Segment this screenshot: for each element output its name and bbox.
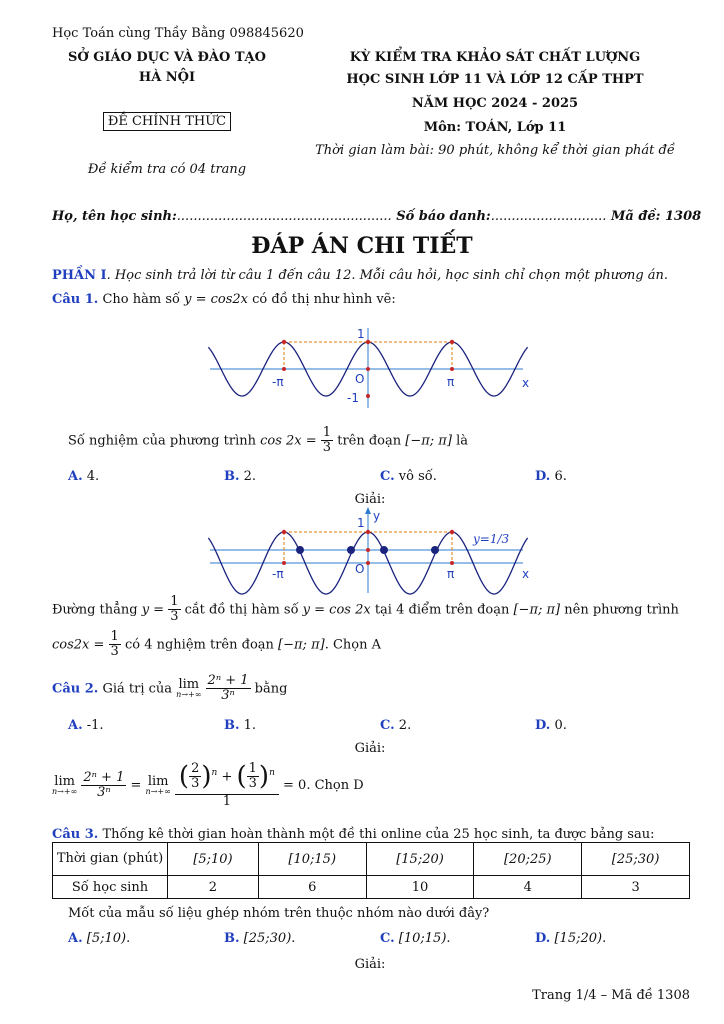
option-text: 2.	[243, 469, 257, 484]
student-name-label: Họ, tên học sinh:	[52, 209, 177, 224]
y-bot-label: -1	[347, 391, 359, 405]
lim-sub: n→+∞	[145, 786, 171, 796]
q3-option-c[interactable]	[380, 931, 451, 946]
frac-den: 3	[322, 440, 332, 456]
exponent: n	[211, 767, 218, 778]
sbd-label: Số báo danh:	[396, 209, 491, 224]
lim-word: lim	[54, 773, 75, 789]
frac-num: 1	[248, 761, 257, 776]
option-label: B.	[224, 931, 240, 946]
big-num	[175, 762, 279, 795]
lim-word: lim	[147, 773, 169, 789]
q2-option-b[interactable]	[224, 718, 256, 733]
max-point	[366, 530, 370, 534]
paren-right: )	[258, 761, 270, 792]
q3-ask: Mốt của mẫu số liệu ghép nhóm trên thuộc nhóm nào dưới đây?	[68, 906, 490, 921]
frac-num: 2ⁿ + 1	[83, 769, 125, 785]
sol-interval: [−π; π]	[278, 637, 325, 653]
q3-option-b[interactable]	[224, 931, 295, 946]
y-axis-label: y	[373, 509, 381, 523]
frac-den: 3ⁿ	[221, 688, 235, 704]
q1-option-b[interactable]	[224, 469, 256, 484]
option-label: C.	[380, 718, 395, 733]
q3-solution-label: Giải:	[354, 957, 386, 972]
table-cell: [15;20)	[366, 843, 474, 876]
option-label: B.	[224, 718, 240, 733]
option-text: -1.	[86, 718, 104, 733]
teacher-line: Học Toán cùng Thầy Bằng 098845620	[52, 26, 304, 41]
q1-ask-c: là	[456, 433, 468, 449]
y-arrow	[365, 507, 371, 514]
line-label: y=1/3	[473, 532, 510, 546]
option-label: D.	[535, 931, 551, 946]
x-label: x	[522, 567, 530, 581]
option-text: [5;10).	[86, 931, 131, 946]
q1-sol-line1	[52, 595, 679, 625]
sol-result: = 0	[283, 777, 307, 793]
neg-pi-label: -π	[272, 375, 284, 389]
big-den: 1	[222, 793, 232, 809]
q3-option-d[interactable]	[535, 931, 606, 946]
dept-line2: HÀ NỘI	[138, 70, 196, 85]
official-label: ĐỀ CHÍNH THỨC	[103, 112, 231, 131]
intersection-point	[347, 546, 355, 554]
frac-den: 3	[248, 776, 257, 792]
sol-choose: . Chọn D	[306, 777, 364, 793]
table-cell: [25;30)	[582, 843, 690, 876]
option-label: C.	[380, 469, 395, 484]
part1-line	[52, 268, 702, 283]
origin-point	[366, 367, 370, 371]
lim-sub: n→+∞	[52, 786, 78, 796]
plus-sign: +	[221, 769, 233, 785]
origin-label: O	[355, 562, 365, 576]
origin-point	[366, 561, 370, 565]
option-text: [15;20).	[554, 931, 607, 946]
frac-den: 3	[191, 776, 200, 792]
sol-text: cắt đồ thị hàm số	[184, 602, 299, 618]
option-label: B.	[224, 469, 240, 484]
tick-point	[282, 561, 286, 565]
time-note: Thời gian làm bài: 90 phút, không kể thời gian phát đề	[315, 143, 675, 158]
frac-den: 3	[110, 644, 119, 660]
q2-option-d[interactable]	[535, 718, 567, 733]
pages-note: Đề kiểm tra có 04 trang	[87, 162, 247, 177]
paren-left: (	[178, 761, 190, 792]
q1-interval: [−π; π]	[405, 433, 452, 449]
tick-point	[450, 561, 454, 565]
q1-fraction	[321, 426, 333, 456]
table-cell: 3	[582, 876, 690, 899]
frac-num: 1	[170, 594, 179, 609]
q2-stem	[52, 674, 287, 704]
sol-choose: . Chọn A	[324, 637, 381, 653]
max-point	[282, 340, 286, 344]
table-cell: 2	[168, 876, 259, 899]
option-text: 0.	[554, 718, 567, 733]
q1-label: Câu 1.	[52, 292, 99, 307]
sol-interval: [−π; π]	[513, 602, 561, 618]
intersection-point	[431, 546, 439, 554]
y-intercept-point	[366, 548, 370, 552]
table-header-cell: Thời gian (phút)	[53, 843, 168, 876]
frac-den: 3ⁿ	[97, 784, 111, 800]
x-label: x	[522, 376, 530, 390]
paren-left: (	[236, 761, 247, 792]
q3-text: Thống kê thời gian hoàn thành một đề thi online của 25 học sinh, ta được bảng sau:	[102, 827, 655, 842]
student-name-dots: ....................................................	[176, 209, 392, 224]
y-top-label: 1	[357, 327, 365, 341]
inner-frac	[189, 762, 201, 792]
option-text: [10;15).	[398, 931, 451, 946]
q1-text-b: có đồ thị như hình vẽ:	[252, 292, 396, 307]
q1-question	[68, 426, 468, 456]
option-text: 1.	[243, 718, 257, 733]
sol-text: có 4 nghiệm trên đoạn	[124, 637, 274, 653]
option-text: 4.	[86, 469, 100, 484]
intersection-point	[296, 546, 304, 554]
frac-num: 1	[110, 629, 119, 644]
exponent: n	[269, 767, 275, 778]
dept-line1: SỞ GIÁO DỤC VÀ ĐÀO TẠO	[68, 50, 266, 65]
sol-text: tại 4 điểm trên đoạn	[374, 602, 510, 618]
sol-eq: cos2x =	[52, 637, 105, 653]
q2-label: Câu 2.	[52, 681, 99, 697]
q1-option-d[interactable]	[535, 469, 567, 484]
frac-num: 2ⁿ + 1	[207, 673, 249, 688]
tick-point	[282, 367, 286, 371]
q2-solution-label: Giải:	[354, 741, 386, 756]
table-cell: [10;15)	[258, 843, 366, 876]
q1-ask-a: Số nghiệm của phương trình	[68, 433, 256, 449]
option-label: D.	[535, 469, 551, 484]
sol-fraction	[109, 630, 121, 660]
option-text: 2.	[398, 718, 412, 733]
max-point	[450, 340, 454, 344]
q1-solution-label: Giải:	[354, 492, 386, 507]
exam-code: Mã đề: 1308	[610, 209, 702, 224]
q3-option-a[interactable]	[68, 931, 130, 946]
q1-func: y = cos2x	[184, 292, 248, 307]
q1-text-a: Cho hàm số	[102, 292, 180, 307]
school-year: NĂM HỌC 2024 - 2025	[411, 96, 579, 111]
sol-big-fraction	[175, 762, 279, 809]
frac-num: 2	[191, 761, 200, 776]
exam-line1: KỲ KIỂM TRA KHẢO SÁT CHẤT LƯỢNG	[349, 50, 641, 65]
pi-label: π	[447, 375, 455, 389]
option-label: A.	[68, 469, 83, 484]
exam-line2: HỌC SINH LỚP 11 VÀ LỚP 12 CẤP THPT	[346, 72, 644, 87]
table-header-cell: Số học sinh	[53, 876, 168, 899]
sol-text: nên phương trình	[564, 602, 679, 618]
sol-fraction	[81, 771, 126, 801]
q1-graph	[205, 320, 535, 410]
q1-stem	[52, 292, 396, 307]
max-point	[366, 340, 370, 344]
q1-sol-line2	[52, 630, 381, 660]
part1-label: PHẦN I	[52, 268, 107, 283]
table-cell: 10	[366, 876, 474, 899]
origin-label: O	[355, 372, 365, 386]
q3-label: Câu 3.	[52, 827, 99, 842]
option-label: D.	[535, 718, 551, 733]
sol-fraction	[168, 595, 180, 625]
table-cell: [20;25)	[474, 843, 582, 876]
q1-solution-graph	[205, 505, 535, 595]
max-point	[450, 530, 454, 534]
lim-sub: n→+∞	[176, 690, 202, 700]
option-label: C.	[380, 931, 395, 946]
table-cell: [5;10)	[168, 843, 259, 876]
q2-text-a: Giá trị của	[102, 681, 173, 697]
sol-text: Đường thẳng	[52, 602, 138, 618]
q2-solution	[52, 762, 364, 809]
sol-func: y = cos 2x	[302, 602, 371, 618]
q2-lim	[176, 678, 201, 699]
paren-right: )	[201, 761, 212, 792]
table-row	[53, 843, 690, 876]
sbd-dots: ............................	[490, 209, 607, 224]
option-label: A.	[68, 718, 83, 733]
y-top-label: 1	[357, 516, 365, 530]
inner-frac	[247, 762, 259, 792]
lim-word: lim	[178, 677, 200, 693]
option-text: vô số.	[398, 469, 437, 484]
q2-option-a[interactable]	[68, 718, 104, 733]
table-row	[53, 876, 690, 899]
q1-ask-b: trên đoạn	[337, 433, 402, 449]
option-text: [25;30).	[243, 931, 296, 946]
frac-num: 1	[322, 425, 332, 440]
frequency-table	[52, 842, 690, 899]
q2-fraction	[206, 674, 251, 704]
sol-y: y =	[141, 602, 165, 618]
sol-lim	[146, 775, 171, 796]
max-point	[282, 530, 286, 534]
q3-stem	[52, 827, 654, 842]
student-info-line	[52, 209, 702, 224]
intersection-point	[380, 546, 388, 554]
subject: Môn: TOÁN, Lớp 11	[423, 120, 567, 135]
q1-option-a[interactable]	[68, 469, 99, 484]
official-box-wrap	[52, 114, 282, 129]
part1-text: . Học sinh trả lời từ câu 1 đến câu 12. Mỗi câu hỏi, học sinh chỉ chọn một phương án.	[106, 268, 669, 283]
tick-point	[450, 367, 454, 371]
min-point	[366, 394, 370, 398]
q2-text-b: bằng	[254, 681, 288, 697]
q2-option-c[interactable]	[380, 718, 411, 733]
q1-ask-eq: cos 2x =	[260, 433, 317, 449]
table-cell: 4	[474, 876, 582, 899]
equals-sign: =	[130, 777, 142, 793]
page-title: ĐÁP ÁN CHI TIẾT	[251, 233, 473, 259]
frac-den: 3	[170, 609, 179, 625]
pi-label: π	[447, 567, 455, 581]
table-cell: 6	[258, 876, 366, 899]
option-label: A.	[68, 931, 83, 946]
option-text: 6.	[554, 469, 567, 484]
neg-pi-label: -π	[272, 567, 284, 581]
q1-option-c[interactable]	[380, 469, 437, 484]
sol-lim	[52, 775, 77, 796]
page-footer: Trang 1/4 – Mã đề 1308	[532, 988, 690, 1003]
